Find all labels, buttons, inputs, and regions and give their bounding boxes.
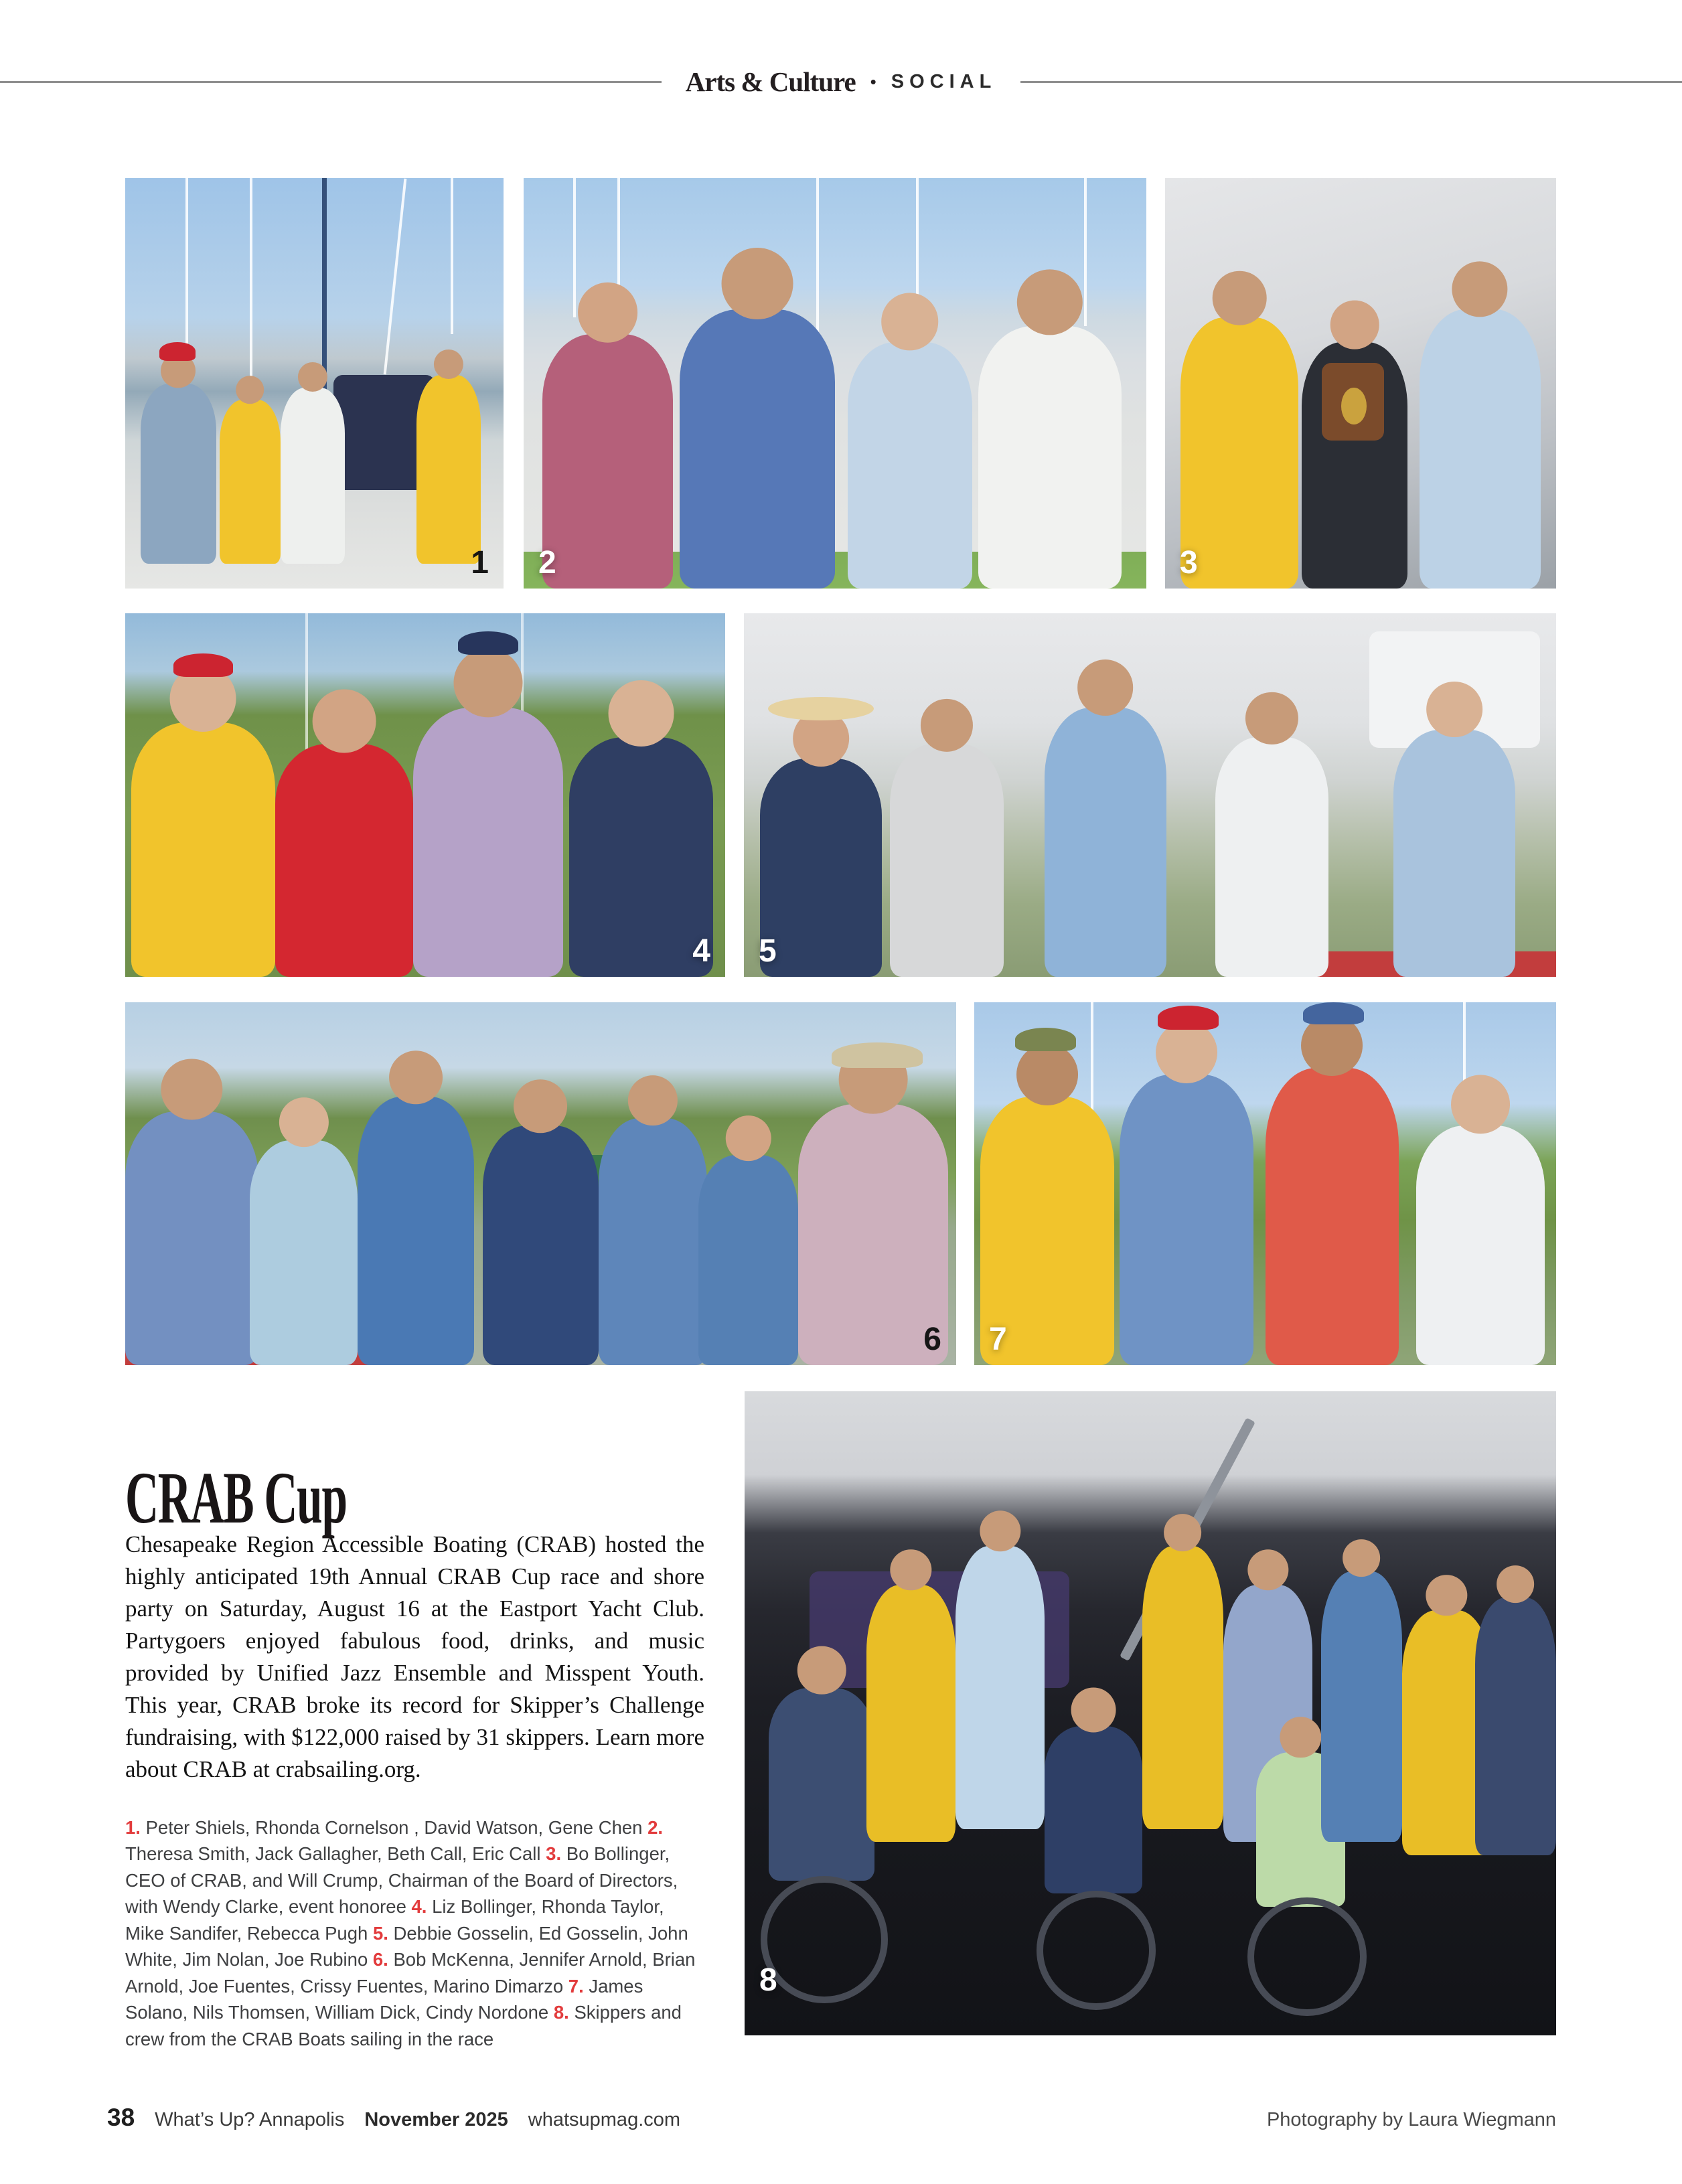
person-figure <box>220 400 280 564</box>
person-figure <box>413 708 563 977</box>
header-rule-left <box>0 81 662 83</box>
caption-text: Liz Bollinger, Rhonda Taylor, Mike Sandifer, Rebecca Pugh <box>125 1896 664 1944</box>
caption-number: 3. <box>546 1843 566 1864</box>
caption-number: 2. <box>647 1816 664 1838</box>
navy-cap <box>458 631 518 655</box>
caption-text: Bob McKenna, Jennifer Arnold, Brian Arnold, Joe Fuentes, Crissy Fuentes, Marino Dimarzo <box>125 1949 696 1997</box>
photo-8 <box>745 1391 1556 2035</box>
photo-1-scene <box>125 178 504 589</box>
person-figure <box>890 744 1004 977</box>
mast-line <box>1091 1002 1093 1111</box>
person-figure <box>569 737 713 977</box>
photo-5-scene <box>744 613 1556 977</box>
header-text <box>686 66 997 98</box>
person-figure <box>978 326 1122 589</box>
photo-number: 6 <box>923 1322 941 1357</box>
article-title: CRAB Cup <box>125 1456 347 1539</box>
person-figure <box>1266 1068 1399 1365</box>
caption-number: 8. <box>553 2002 575 2023</box>
person-figure <box>760 759 882 977</box>
person-figure <box>1321 1571 1402 1842</box>
person-figure <box>416 375 481 564</box>
photo-2-scene <box>524 178 1146 589</box>
photo-2 <box>524 178 1146 589</box>
straw-hat <box>768 697 874 720</box>
photo-4-scene <box>125 613 725 977</box>
person-figure <box>955 1546 1045 1829</box>
photo-7-scene <box>974 1002 1556 1365</box>
issue-date: November 2025 <box>364 2109 508 2130</box>
person-figure <box>275 744 413 977</box>
photo-number: 3 <box>1180 545 1198 580</box>
caption-text: Debbie Gosselin, Ed Gosselin, John White, Jim Nolan, Joe Rubino <box>125 1922 688 1970</box>
bucket-hat <box>832 1042 923 1068</box>
page-number: 38 <box>107 2104 135 2131</box>
person-figure <box>680 309 836 589</box>
person-figure <box>1045 1726 1142 1893</box>
photo-number: 2 <box>538 545 556 580</box>
red-cap <box>159 342 196 361</box>
page-footer <box>107 2104 1556 2132</box>
photo-number: 5 <box>759 933 777 969</box>
person-figure <box>1416 1125 1544 1365</box>
photo-7 <box>974 1002 1556 1365</box>
person-figure <box>1393 730 1515 977</box>
person-figure <box>866 1585 955 1843</box>
caption-number: 1. <box>125 1816 146 1838</box>
section-title: Arts & Culture <box>685 66 856 97</box>
brass-bell <box>1341 388 1367 424</box>
person-figure <box>1045 708 1166 977</box>
caption-number: 5. <box>372 1922 394 1944</box>
mast-line <box>816 178 819 342</box>
red-cap <box>173 653 234 677</box>
caption-text: Peter Shiels, Rhonda Cornelson , David Watson, Gene Chen <box>145 1816 648 1838</box>
person-figure <box>1180 317 1298 589</box>
person-figure <box>250 1140 358 1365</box>
photo-3 <box>1165 178 1556 589</box>
caption-number: 7. <box>568 1975 589 1997</box>
caption-text: Bo Bollinger, CEO of CRAB, and Will Crump, Chairman of the Board of Directors, with Wendy Clarke, event honoree <box>125 1843 678 1917</box>
person-figure <box>125 1111 258 1365</box>
mast-line <box>384 179 407 375</box>
person-figure <box>358 1097 474 1365</box>
wheelchair-wheel <box>1247 1897 1367 2017</box>
person-figure <box>599 1118 706 1365</box>
photo-number: 8 <box>759 1962 777 1998</box>
blue-cap <box>1303 1002 1364 1024</box>
header-rule-right <box>1020 81 1682 83</box>
caption-text: Skippers and crew from the CRAB Boats sailing in the race <box>125 2002 682 2049</box>
photo-number: 1 <box>471 545 489 580</box>
wheelchair-wheel <box>1037 1891 1156 2010</box>
photo-4 <box>125 613 725 977</box>
photo-6 <box>125 1002 956 1365</box>
person-figure <box>1142 1546 1223 1829</box>
person-figure <box>769 1688 874 1881</box>
footer-left <box>107 2104 680 2132</box>
article-body: Chesapeake Region Accessible Boating (CRAB) hosted the highly anticipated 19th Annual CRAB Cup race and shore party on Saturday, August 16 at the Eastport Yacht Club. Partygoers enjoyed fabulous food, drinks, and music provided by Unified Jazz Ensemble and Misspent Youth. This year, CRAB broke its record for Skipper’s Challenge fundraising, with $122,000 raised by 31 skippers. Learn more about CRAB at crabsailing.org. <box>125 1531 704 1782</box>
person-figure <box>848 342 972 589</box>
mast-line <box>185 178 188 350</box>
photo-number: 7 <box>989 1322 1007 1357</box>
caption-text: James Solano, Nils Thomsen, William Dick, Cindy Nordone <box>125 1975 643 2023</box>
mast-line <box>573 178 576 317</box>
bullet-separator: • <box>870 71 876 92</box>
person-figure <box>1120 1075 1253 1365</box>
section-header <box>0 66 1682 98</box>
photography-credit: Photography by Laura Wiegmann <box>1266 2109 1556 2130</box>
person-figure <box>542 334 673 589</box>
category-label: SOCIAL <box>891 70 997 92</box>
person-figure <box>141 384 216 564</box>
photo-5 <box>744 613 1556 977</box>
caption-number: 6. <box>372 1949 394 1970</box>
website-url: whatsupmag.com <box>528 2109 681 2130</box>
photo-6-scene <box>125 1002 956 1365</box>
person-figure <box>1420 309 1541 589</box>
person-figure <box>131 722 275 977</box>
person-figure <box>281 388 345 564</box>
magazine-name: What’s Up? Annapolis <box>155 2109 345 2130</box>
wheelchair-wheel <box>761 1876 888 2003</box>
caption-block <box>125 1814 706 2053</box>
red-cap <box>1158 1006 1219 1029</box>
photo-3-scene <box>1165 178 1556 589</box>
person-figure <box>698 1155 798 1365</box>
person-figure <box>483 1125 599 1365</box>
mast-line <box>250 178 252 400</box>
caption-text: Theresa Smith, Jack Gallagher, Beth Call, Eric Call <box>125 1843 546 1864</box>
mast-line <box>451 178 453 334</box>
photo-1 <box>125 178 504 589</box>
photo-8-scene <box>745 1391 1556 2035</box>
mast-line <box>1084 178 1087 326</box>
person-figure <box>1215 737 1329 977</box>
photo-number: 4 <box>692 933 710 969</box>
caption-number: 4. <box>411 1896 433 1917</box>
person-figure <box>1475 1597 1556 1855</box>
olive-cap <box>1015 1028 1076 1051</box>
